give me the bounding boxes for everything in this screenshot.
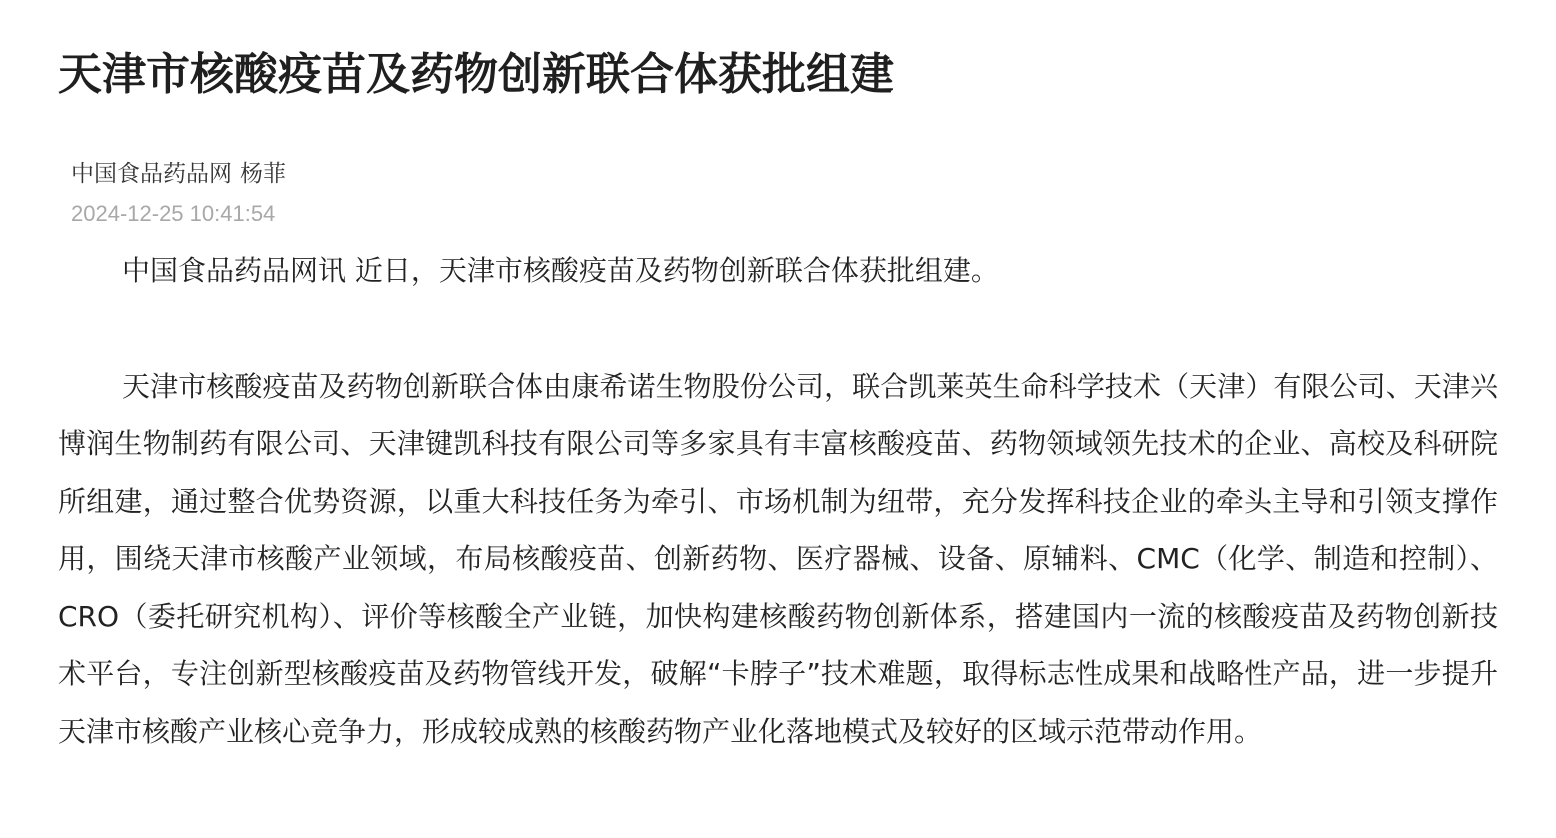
author-name: 杨菲 <box>240 161 286 187</box>
byline <box>71 158 286 190</box>
article-title: 天津市核酸疫苗及药物创新联合体获批组建 <box>58 49 894 100</box>
paragraph: 中国食品药品网讯 近日，天津市核酸疫苗及药物创新联合体获批组建。 <box>122 254 999 287</box>
paragraph: 天津市核酸疫苗及药物创新联合体由康希诺生物股份公司，联合凯莱英生命科学技术（天津）有限公司、天津兴博润生物制药有限公司、天津键凯科技有限公司等多家具有丰富核酸疫苗、药物领域领先技术的企业、高校及科研院所组建，通过整合优势资源，以重大科技任务为牵引、市场机制为纽带，充分发挥科技企业的牵头主导和引领支撑作用，围绕天津市核酸产业领域，布局核酸疫苗、创新药物、医疗器械、设备、原辅料、CMC（化学、制造和控制）、CRO（委托研究机构）、评价等核酸全产业链，加快构建核酸药物创新体系，搭建国内一流的核酸疫苗及药物创新技术平台，专注创新型核酸疫苗及药物管线开发，破解“卡脖子”技术难题，取得标志性成果和战略性产品，进一步提升天津市核酸产业核心竞争力，形成较成熟的核酸药物产业化落地模式及较好的区域示范带动作用。 <box>58 369 1498 748</box>
article-body <box>58 242 1498 760</box>
article-meta <box>71 158 286 230</box>
publish-datetime: 2024-12-25 10:41:54 <box>71 201 276 226</box>
source-name: 中国食品药品网 <box>71 161 232 187</box>
